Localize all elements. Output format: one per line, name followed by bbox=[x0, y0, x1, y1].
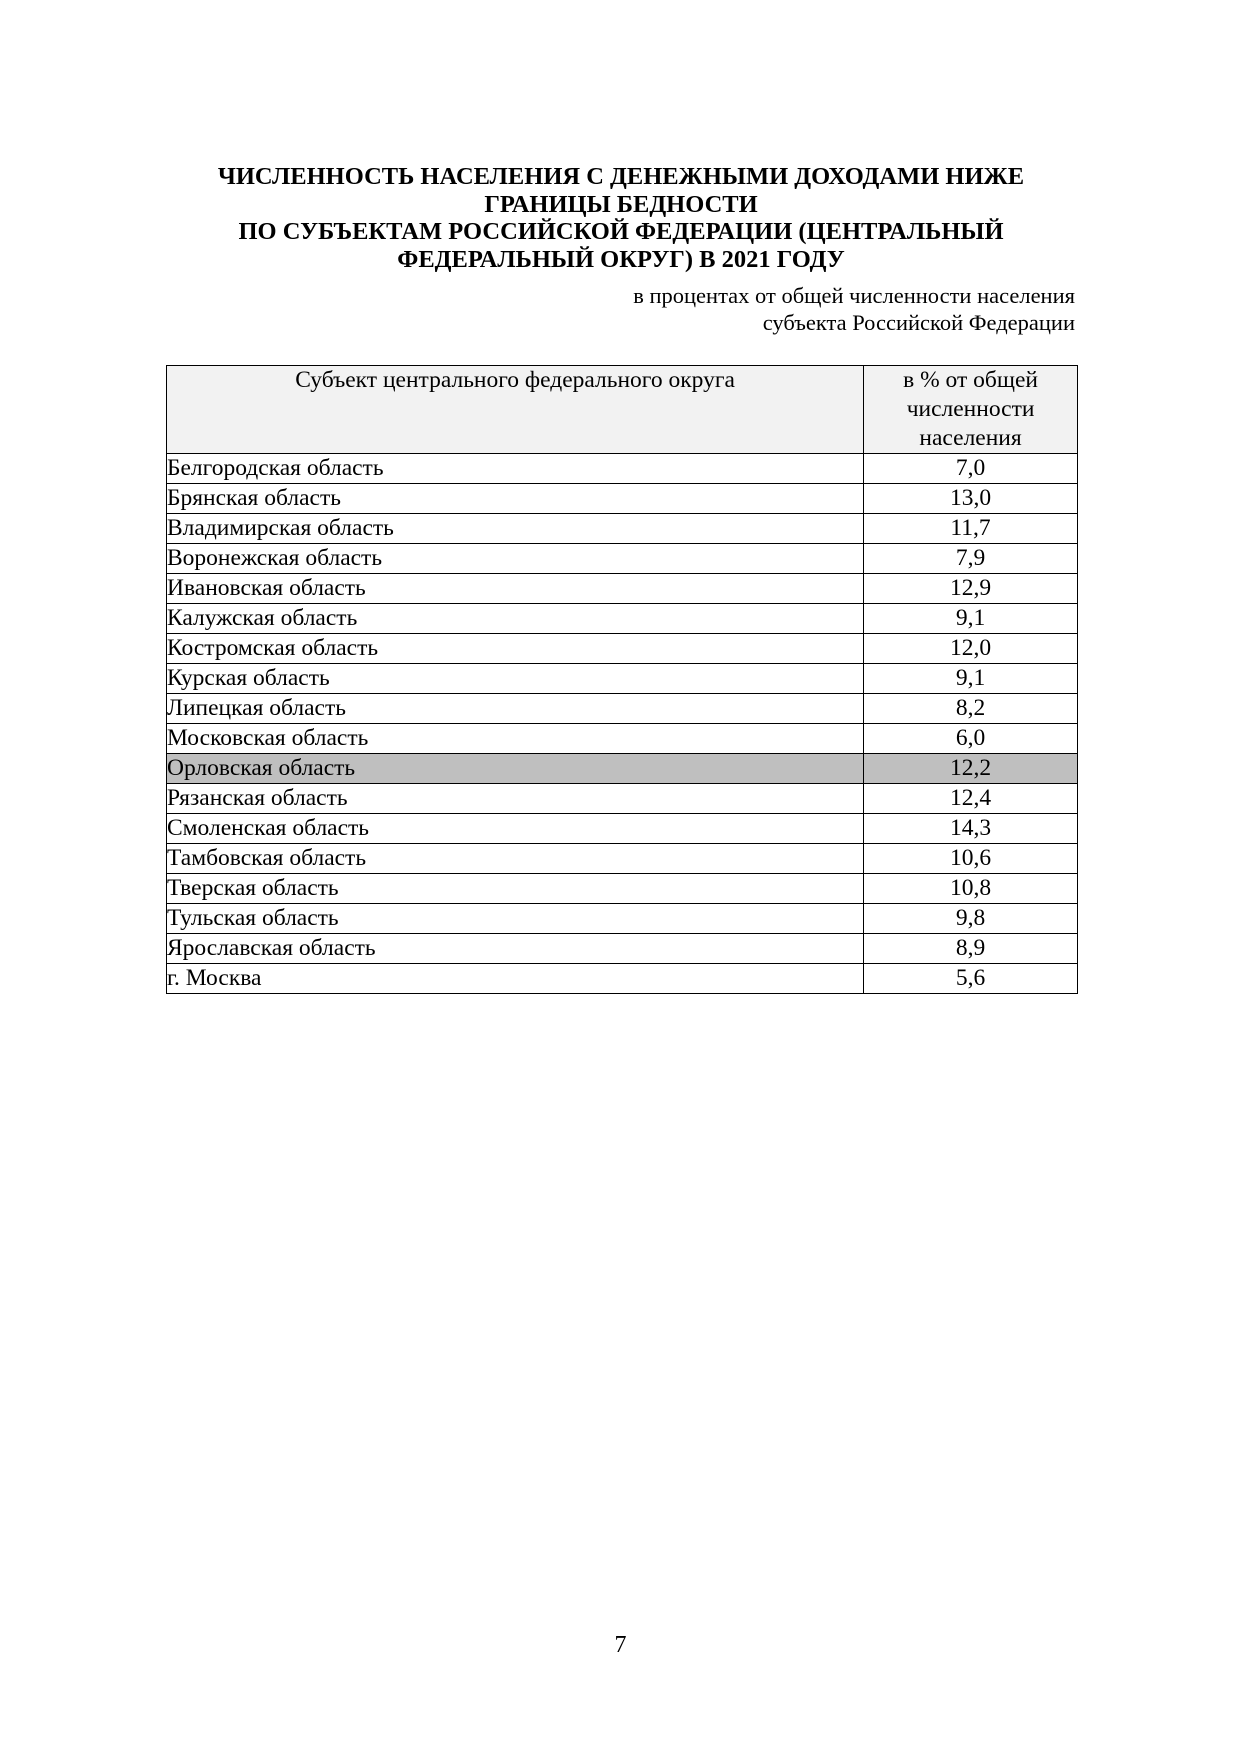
subject-name: Орловская область bbox=[167, 754, 864, 784]
percent-value: 13,0 bbox=[864, 484, 1078, 514]
header-subject: Субъект центрального федерального округа bbox=[167, 366, 864, 454]
subject-name: Костромская область bbox=[167, 634, 864, 664]
title-line: ГРАНИЦЫ БЕДНОСТИ bbox=[484, 190, 758, 218]
document-title bbox=[166, 163, 1076, 273]
units-note-line: в процентах от общей численности населения bbox=[633, 283, 1075, 308]
subject-name: Ивановская область bbox=[167, 574, 864, 604]
table-row bbox=[167, 454, 1078, 484]
table-row bbox=[167, 814, 1078, 844]
percent-value: 12,0 bbox=[864, 634, 1078, 664]
table-row bbox=[167, 934, 1078, 964]
subject-name: Калужская область bbox=[167, 604, 864, 634]
percent-value: 9,1 bbox=[864, 604, 1078, 634]
subject-name: Тульская область bbox=[167, 904, 864, 934]
subject-name: Владимирская область bbox=[167, 514, 864, 544]
percent-value: 12,4 bbox=[864, 784, 1078, 814]
table-row bbox=[167, 724, 1078, 754]
table-row bbox=[167, 844, 1078, 874]
header-percent-line: численности bbox=[906, 396, 1035, 422]
subject-name: Курская область bbox=[167, 664, 864, 694]
header-percent bbox=[864, 366, 1078, 454]
percent-value: 11,7 bbox=[864, 514, 1078, 544]
percent-value: 6,0 bbox=[864, 724, 1078, 754]
subject-name: Белгородская область bbox=[167, 454, 864, 484]
subject-name: Липецкая область bbox=[167, 694, 864, 724]
percent-value: 8,2 bbox=[864, 694, 1078, 724]
title-line: ПО СУБЪЕКТАМ РОССИЙСКОЙ ФЕДЕРАЦИИ (ЦЕНТРАЛЬНЫЙ bbox=[238, 218, 1004, 245]
header-percent-line: в % от общей bbox=[903, 367, 1038, 393]
table-row bbox=[167, 874, 1078, 904]
table-row bbox=[167, 664, 1078, 694]
table-row-highlighted bbox=[167, 754, 1078, 784]
percent-value: 9,1 bbox=[864, 664, 1078, 694]
percent-value: 12,2 bbox=[864, 754, 1078, 784]
percent-value: 10,8 bbox=[864, 874, 1078, 904]
percent-value: 10,6 bbox=[864, 844, 1078, 874]
table-header-row bbox=[167, 366, 1078, 454]
subject-name: Московская область bbox=[167, 724, 864, 754]
subject-name: г. Москва bbox=[167, 964, 864, 994]
title-line: ЧИСЛЕННОСТЬ НАСЕЛЕНИЯ С ДЕНЕЖНЫМИ ДОХОДАМИ НИЖЕ bbox=[217, 163, 1025, 190]
title-line: ФЕДЕРАЛЬНЫЙ ОКРУГ) В 2021 ГОДУ bbox=[397, 245, 845, 273]
percent-value: 8,9 bbox=[864, 934, 1078, 964]
table-row bbox=[167, 904, 1078, 934]
units-note bbox=[633, 282, 1075, 336]
subject-name: Смоленская область bbox=[167, 814, 864, 844]
percent-value: 14,3 bbox=[864, 814, 1078, 844]
poverty-table bbox=[166, 365, 1078, 994]
table-row bbox=[167, 514, 1078, 544]
table-row bbox=[167, 544, 1078, 574]
subject-name: Тамбовская область bbox=[167, 844, 864, 874]
percent-value: 7,9 bbox=[864, 544, 1078, 574]
table-row bbox=[167, 604, 1078, 634]
subject-name: Воронежская область bbox=[167, 544, 864, 574]
table-row bbox=[167, 784, 1078, 814]
table-row bbox=[167, 694, 1078, 724]
subject-name: Рязанская область bbox=[167, 784, 864, 814]
percent-value: 9,8 bbox=[864, 904, 1078, 934]
subject-name: Брянская область bbox=[167, 484, 864, 514]
page-number: 7 bbox=[614, 1632, 627, 1658]
table-row bbox=[167, 484, 1078, 514]
table-row bbox=[167, 964, 1078, 994]
table-row bbox=[167, 634, 1078, 664]
subject-name: Тверская область bbox=[167, 874, 864, 904]
header-percent-line: населения bbox=[919, 425, 1022, 451]
percent-value: 5,6 bbox=[864, 964, 1078, 994]
table-row bbox=[167, 574, 1078, 604]
units-note-line: субъекта Российской Федерации bbox=[762, 310, 1075, 335]
percent-value: 12,9 bbox=[864, 574, 1078, 604]
subject-name: Ярославская область bbox=[167, 934, 864, 964]
percent-value: 7,0 bbox=[864, 454, 1078, 484]
